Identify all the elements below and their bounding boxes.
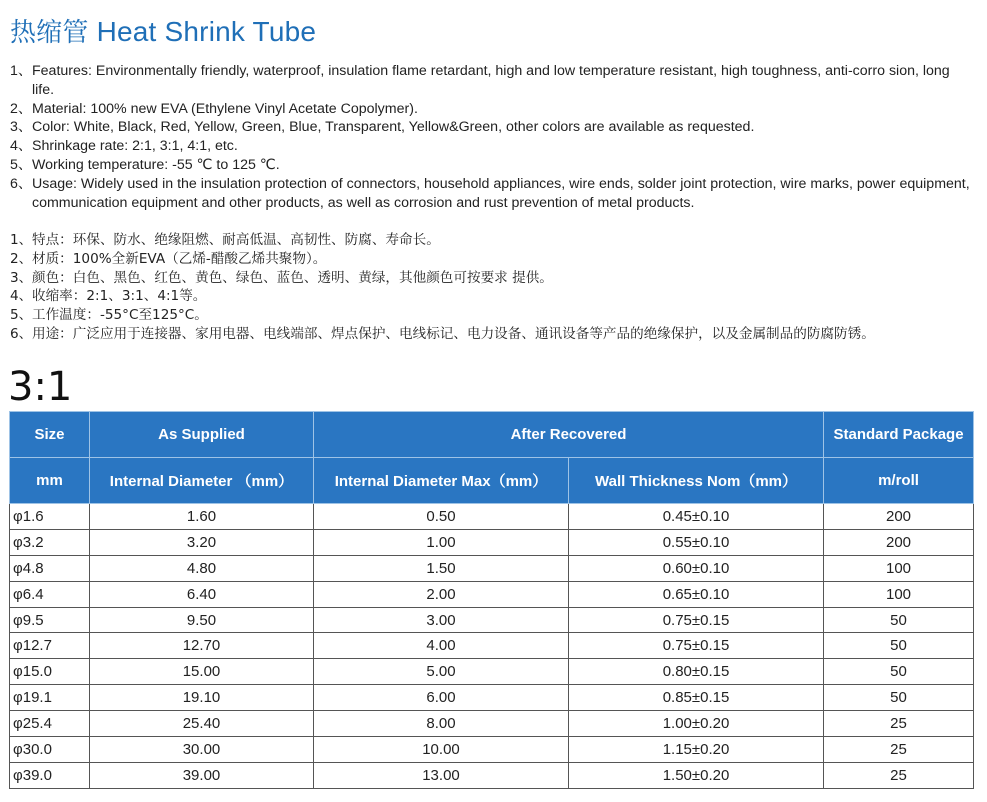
feature-text: Working temperature: -55 ℃ to 125 ℃.	[32, 156, 280, 173]
feature-number: 6、	[10, 175, 33, 192]
cell-wall-thickness: 0.80±0.15	[569, 659, 824, 685]
feature-text: Shrinkage rate: 2:1, 3:1, 4:1, etc.	[32, 138, 238, 155]
feature-text: 特点：环保、防水、绝缘阻燃、耐高低温、高韧性、防腐、寿命长。	[32, 232, 440, 248]
col-header-after-recovered: After Recovered	[314, 412, 824, 458]
feature-item-cn	[10, 250, 970, 269]
cell-internal-diameter: 9.50	[90, 607, 314, 633]
feature-item-en	[10, 118, 970, 137]
features-list-cn	[10, 231, 970, 344]
cell-wall-thickness: 0.75±0.15	[569, 607, 824, 633]
table-row	[10, 685, 974, 711]
cell-wall-thickness: 1.50±0.20	[569, 762, 824, 788]
cell-internal-diameter-max: 2.00	[314, 581, 569, 607]
table-row	[10, 529, 974, 555]
table-body	[10, 504, 974, 789]
feature-number: 2、	[10, 100, 33, 117]
page-title-en: Heat Shrink Tube	[96, 16, 317, 47]
cell-internal-diameter-max: 1.00	[314, 529, 569, 555]
table-row	[10, 762, 974, 788]
feature-text: 用途：广泛应用于连接器、家用电器、电线端部、焊点保护、电线标记、电力设备、通讯设备等产品的绝缘保护，以及金属制品的防腐防锈。	[32, 325, 875, 342]
feature-number: 5、	[10, 307, 33, 324]
feature-text: Usage: Widely used in the insulation protection of connectors, household appliances, wire ends, solder joint protection, wire marks, power equipment, communication equipment and other products, as well as corrosion and rust prevention of metal products.	[32, 175, 970, 211]
feature-number: 6、	[10, 325, 33, 342]
cell-package: 50	[824, 659, 974, 685]
cell-internal-diameter: 6.40	[90, 581, 314, 607]
cell-package: 200	[824, 529, 974, 555]
table-row	[10, 607, 974, 633]
col-header-wall-thickness: Wall Thickness Nom（mm）	[569, 458, 824, 504]
cell-internal-diameter: 30.00	[90, 737, 314, 763]
cell-internal-diameter-max: 10.00	[314, 737, 569, 763]
cell-wall-thickness: 0.85±0.15	[569, 685, 824, 711]
cell-size: φ6.4	[10, 581, 90, 607]
cell-internal-diameter: 39.00	[90, 762, 314, 788]
cell-size: φ39.0	[10, 762, 90, 788]
features-list-en	[10, 62, 970, 212]
cell-size: φ30.0	[10, 737, 90, 763]
cell-size: φ15.0	[10, 659, 90, 685]
feature-number: 5、	[10, 156, 33, 173]
page-title-cn: 热缩管	[10, 18, 89, 48]
cell-wall-thickness: 1.15±0.20	[569, 737, 824, 763]
table-row	[10, 633, 974, 659]
feature-item-en	[10, 137, 970, 156]
feature-number: 4、	[10, 288, 33, 305]
feature-text: 工作温度：-55°C至125°C。	[32, 307, 208, 324]
feature-item-cn	[10, 325, 970, 344]
cell-wall-thickness: 0.75±0.15	[569, 633, 824, 659]
shrink-ratio-heading: 3:1	[8, 364, 73, 410]
feature-item-cn	[10, 306, 970, 325]
col-header-size: Size	[10, 412, 90, 458]
table-row	[10, 504, 974, 530]
col-header-internal-diameter: Internal Diameter （mm）	[90, 458, 314, 504]
cell-internal-diameter-max: 8.00	[314, 711, 569, 737]
feature-text: Material: 100% new EVA (Ethylene Vinyl Acetate Copolymer).	[32, 100, 418, 117]
feature-item-en	[10, 175, 970, 213]
cell-package: 50	[824, 685, 974, 711]
cell-size: φ3.2	[10, 529, 90, 555]
col-header-package-unit: m/roll	[824, 458, 974, 504]
cell-wall-thickness: 0.45±0.10	[569, 504, 824, 530]
cell-size: φ19.1	[10, 685, 90, 711]
table-row	[10, 737, 974, 763]
feature-number: 3、	[10, 119, 33, 136]
cell-wall-thickness: 0.60±0.10	[569, 555, 824, 581]
table-row	[10, 555, 974, 581]
cell-internal-diameter: 15.00	[90, 659, 314, 685]
cell-size: φ9.5	[10, 607, 90, 633]
feature-number: 3、	[10, 269, 33, 286]
feature-number: 4、	[10, 138, 33, 155]
cell-size: φ25.4	[10, 711, 90, 737]
cell-internal-diameter-max: 13.00	[314, 762, 569, 788]
cell-package: 200	[824, 504, 974, 530]
cell-internal-diameter: 4.80	[90, 555, 314, 581]
cell-internal-diameter: 1.60	[90, 504, 314, 530]
feature-number: 1、	[10, 232, 33, 248]
table-row	[10, 659, 974, 685]
cell-internal-diameter: 19.10	[90, 685, 314, 711]
cell-internal-diameter-max: 1.50	[314, 555, 569, 581]
feature-item-en	[10, 156, 970, 175]
table-header-row	[10, 412, 974, 458]
cell-size: φ4.8	[10, 555, 90, 581]
feature-item-en	[10, 62, 970, 100]
table-row	[10, 711, 974, 737]
cell-wall-thickness: 0.55±0.10	[569, 529, 824, 555]
feature-item-cn	[10, 269, 970, 288]
col-header-internal-diameter-max: Internal Diameter Max（mm）	[314, 458, 569, 504]
cell-internal-diameter-max: 6.00	[314, 685, 569, 711]
cell-package: 100	[824, 555, 974, 581]
cell-wall-thickness: 0.65±0.10	[569, 581, 824, 607]
col-header-standard-package: Standard Package	[824, 412, 974, 458]
feature-text: 材质：100%全新EVA（乙烯-醋酸乙烯共聚物）。	[32, 250, 327, 267]
page-title	[10, 12, 316, 49]
cell-package: 25	[824, 711, 974, 737]
cell-internal-diameter-max: 4.00	[314, 633, 569, 659]
cell-internal-diameter-max: 3.00	[314, 607, 569, 633]
feature-text: 收缩率：2:1、3:1、4:1等。	[32, 288, 207, 305]
col-header-unit: mm	[10, 458, 90, 504]
feature-text: 颜色：白色、黑色、红色、黄色、绿色、蓝色、透明、黄绿，其他颜色可按要求 提供。	[32, 269, 553, 286]
cell-package: 25	[824, 762, 974, 788]
spec-table	[9, 411, 974, 789]
col-header-as-supplied: As Supplied	[90, 412, 314, 458]
feature-item-cn	[10, 287, 970, 306]
cell-internal-diameter-max: 5.00	[314, 659, 569, 685]
feature-text: Color: White, Black, Red, Yellow, Green, Blue, Transparent, Yellow&Green, other colors are available as requested.	[32, 119, 755, 136]
feature-number: 2、	[10, 250, 33, 267]
feature-item-cn	[10, 231, 970, 250]
cell-size: φ1.6	[10, 504, 90, 530]
table-subheader-row	[10, 458, 974, 504]
cell-internal-diameter: 3.20	[90, 529, 314, 555]
cell-internal-diameter: 12.70	[90, 633, 314, 659]
cell-package: 25	[824, 737, 974, 763]
cell-size: φ12.7	[10, 633, 90, 659]
feature-item-en	[10, 100, 970, 119]
table-row	[10, 581, 974, 607]
feature-text: Features: Environmentally friendly, waterproof, insulation flame retardant, high and low temperature resistant, high toughness, anti-corro sion, long life.	[32, 63, 950, 98]
cell-internal-diameter: 25.40	[90, 711, 314, 737]
cell-wall-thickness: 1.00±0.20	[569, 711, 824, 737]
cell-package: 50	[824, 633, 974, 659]
cell-package: 50	[824, 607, 974, 633]
cell-internal-diameter-max: 0.50	[314, 504, 569, 530]
cell-package: 100	[824, 581, 974, 607]
feature-number: 1、	[10, 63, 33, 79]
